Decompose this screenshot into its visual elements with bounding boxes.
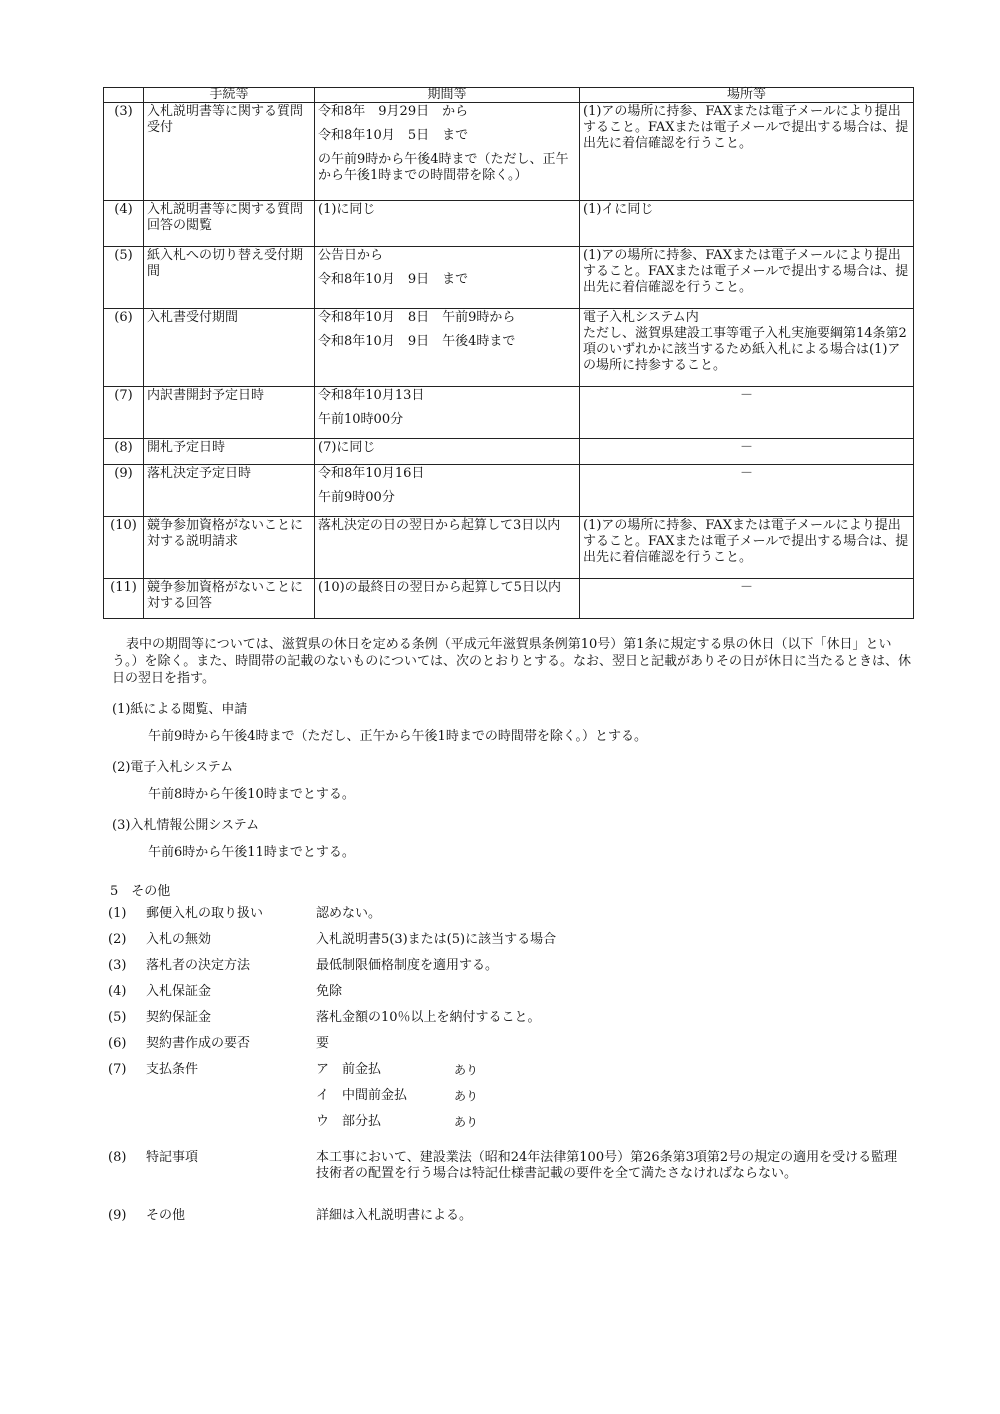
payment-value: あり [454, 1115, 479, 1129]
payment-type: ア 前金払 [316, 1062, 382, 1077]
period-line: (1)に同じ [318, 202, 376, 217]
section-title-other: 5 その他 [110, 884, 171, 899]
row-number: (5) [104, 247, 144, 309]
item-number: (4) [108, 984, 127, 999]
row-procedure: 内訳書開封予定日時 [144, 387, 315, 439]
payment-row [316, 1062, 908, 1078]
table-row [104, 439, 914, 465]
item-value: 要 [316, 1036, 330, 1051]
row-number: (9) [104, 465, 144, 517]
row-procedure: 開札予定日時 [144, 439, 315, 465]
row-period [315, 579, 580, 619]
item-value: 最低制限価格制度を適用する。 [316, 958, 499, 973]
payment-row [316, 1114, 908, 1130]
row-procedure: 競争参加資格がないことに対する回答 [144, 579, 315, 619]
row-place: － [580, 387, 914, 439]
period-line: 午前9時00分 [318, 490, 395, 505]
period-line: 令和8年10月13日 [318, 388, 425, 403]
period-line: 午前10時00分 [318, 412, 404, 427]
row-number: (10) [104, 517, 144, 579]
row-place: (1)アの場所に持参、FAXまたは電子メールにより提出すること。FAXまたは電子メールで提出する場合は、提出先に着信確認を行うこと。 [580, 103, 914, 201]
period-line: 落札決定の日の翌日から起算して3日以内 [318, 518, 561, 533]
item-value: 認めない。 [316, 906, 382, 921]
table-row [104, 309, 914, 387]
other-items-table [108, 906, 908, 1234]
row-procedure: 落札決定予定日時 [144, 465, 315, 517]
payment-conditions [316, 1062, 908, 1150]
notes-item-title: (2)電子入札システム [112, 760, 234, 775]
row-procedure: 入札説明書等に関する質問受付 [144, 103, 315, 201]
row-number: (3) [104, 103, 144, 201]
table-row [104, 201, 914, 247]
notes-item-detail: 午前6時から午後11時までとする。 [148, 845, 355, 860]
notes-paragraph: 表中の期間等については、滋賀県の休日を定める条例（平成元年滋賀県条例第10号）第1条に規定する県の休日（以下「休日」という。）を除く。また、時間帯の記載のないものについては、次のとおりとする。なお、翌日と記載がありその日が休日に当たるときは、休日の翌日を指す。 [112, 637, 911, 686]
row-number: (11) [104, 579, 144, 619]
table-row [104, 465, 914, 517]
row-period [315, 309, 580, 387]
period-line: 令和8年10月 9日 まで [318, 272, 469, 287]
notes-item-detail: 午前9時から午後4時まで（ただし、正午から午後1時までの時間帯を除く。）とする。 [148, 729, 648, 744]
item-number: (2) [108, 932, 127, 947]
notes-item-detail: 午前8時から午後10時までとする。 [148, 787, 355, 802]
item-label: 郵便入札の取り扱い [146, 906, 264, 921]
table-row [104, 579, 914, 619]
list-item [108, 1010, 908, 1036]
period-line: の午前9時から午後4時まで（ただし、正午から午後1時までの時間帯を除く。） [318, 152, 569, 183]
list-item [108, 958, 908, 984]
header-place: 場所等 [580, 88, 914, 103]
header-blank [104, 88, 144, 103]
list-item [108, 1150, 908, 1208]
row-place: － [580, 579, 914, 619]
item-label: 特記事項 [146, 1150, 199, 1165]
item-value: 詳細は入札説明書による。 [316, 1208, 473, 1223]
item-label: 入札の無効 [146, 932, 212, 947]
period-line: 令和8年10月 8日 午前9時から [318, 310, 516, 325]
row-number: (7) [104, 387, 144, 439]
row-period [315, 439, 580, 465]
header-period: 期間等 [315, 88, 580, 103]
table-row [104, 517, 914, 579]
item-number: (8) [108, 1150, 127, 1165]
item-number: (9) [108, 1208, 127, 1223]
item-number: (7) [108, 1062, 127, 1077]
payment-value: あり [454, 1089, 479, 1103]
list-item [108, 906, 908, 932]
item-label: 落札者の決定方法 [146, 958, 251, 973]
item-number: (6) [108, 1036, 127, 1051]
row-procedure: 入札書受付期間 [144, 309, 315, 387]
row-place: (1)アの場所に持参、FAXまたは電子メールにより提出すること。FAXまたは電子メールで提出する場合は、提出先に着信確認を行うこと。 [580, 517, 914, 579]
row-period [315, 387, 580, 439]
payment-type: イ 中間前金払 [316, 1088, 408, 1103]
row-number: (8) [104, 439, 144, 465]
header-procedure: 手続等 [144, 88, 315, 103]
table-row [104, 247, 914, 309]
row-place: － [580, 439, 914, 465]
list-item [108, 1036, 908, 1062]
item-number: (5) [108, 1010, 127, 1025]
table-row [104, 103, 914, 201]
row-procedure: 紙入札への切り替え受付期間 [144, 247, 315, 309]
list-item-payment [108, 1062, 908, 1150]
notes-item-title: (3)入札情報公開システム [112, 818, 260, 833]
item-label: 契約書作成の要否 [146, 1036, 251, 1051]
period-line: 令和8年10月16日 [318, 466, 425, 481]
row-number: (4) [104, 201, 144, 247]
period-line: 公告日から [318, 248, 384, 263]
period-line: (7)に同じ [318, 440, 376, 455]
row-procedure: 競争参加資格がないことに対する説明請求 [144, 517, 315, 579]
item-value: 落札金額の10％以上を納付すること。 [316, 1010, 541, 1025]
item-number: (3) [108, 958, 127, 973]
row-period [315, 103, 580, 201]
list-item [108, 984, 908, 1010]
payment-type: ウ 部分払 [316, 1114, 382, 1129]
row-place: 電子入札システム内 ただし、滋賀県建設工事等電子入札実施要綱第14条第2項のいずれかに該当するため紙入札による場合は(1)アの場所に持参すること。 [580, 309, 914, 387]
payment-row [316, 1088, 908, 1104]
row-period [315, 201, 580, 247]
item-label: その他 [146, 1208, 186, 1223]
table-header-row [104, 88, 914, 103]
row-period [315, 247, 580, 309]
payment-value: あり [454, 1063, 479, 1077]
row-period [315, 517, 580, 579]
list-item [108, 1208, 908, 1234]
row-place: (1)イに同じ [580, 201, 914, 247]
item-value: 本工事において、建設業法（昭和24年法律第100号）第26条第3項第2号の規定の適用を受ける監理技術者の配置を行う場合は特記仕様書記載の要件を全て満たさなければならない。 [316, 1150, 898, 1181]
item-label: 入札保証金 [146, 984, 212, 999]
row-place: － [580, 465, 914, 517]
period-line: (10)の最終日の翌日から起算して5日以内 [318, 580, 561, 595]
row-place: (1)アの場所に持参、FAXまたは電子メールにより提出すること。FAXまたは電子メールで提出する場合は、提出先に着信確認を行うこと。 [580, 247, 914, 309]
item-value: 入札説明書5(3)または(5)に該当する場合 [316, 932, 557, 947]
schedule-table [103, 87, 914, 619]
item-label: 支払条件 [146, 1062, 199, 1077]
period-line: 令和8年10月 5日 まで [318, 128, 469, 143]
notes-section [112, 636, 912, 861]
item-label: 契約保証金 [146, 1010, 212, 1025]
item-number: (1) [108, 906, 127, 921]
row-procedure: 入札説明書等に関する質問回答の閲覧 [144, 201, 315, 247]
notes-item-title: (1)紙による閲覧、申請 [112, 702, 248, 717]
row-period [315, 465, 580, 517]
table-row [104, 387, 914, 439]
row-number: (6) [104, 309, 144, 387]
list-item [108, 932, 908, 958]
period-line: 令和8年10月 9日 午後4時まで [318, 334, 516, 349]
period-line: 令和8年 9月29日 から [318, 104, 469, 119]
item-value: 免除 [316, 984, 343, 999]
